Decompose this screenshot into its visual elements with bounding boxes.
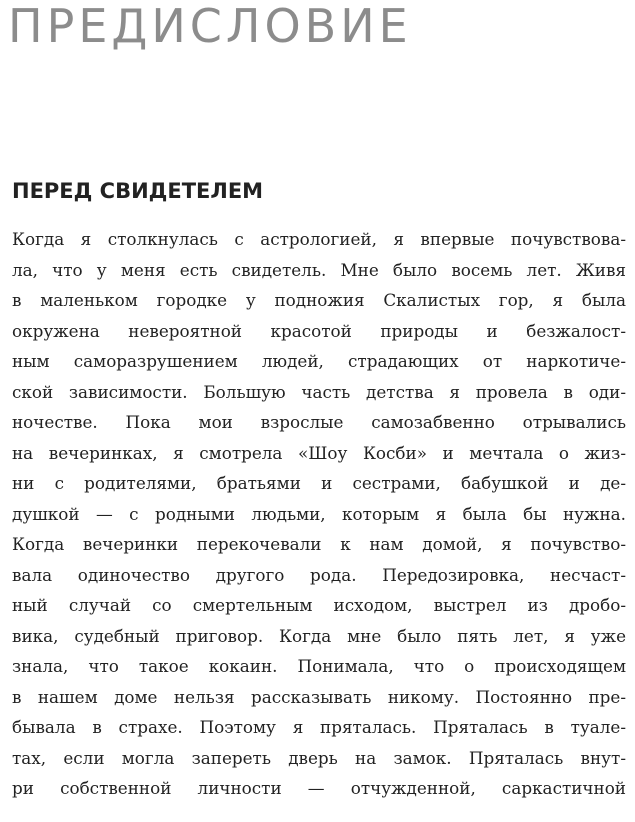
body-line: тах, если могла запереть дверь на замок. Пряталась внут- (12, 747, 626, 768)
body-line: на вечеринках, я смотрела «Шоу Косби» и мечтала о жиз- (12, 442, 626, 463)
body-line: вала одиночество другого рода. Передозировка, несчаст- (12, 564, 626, 585)
body-line: Когда я столкнулась с астрологией, я впервые почувствова- (12, 229, 626, 249)
body-line: ный случай со смертельным исходом, выстрел из дробо- (12, 595, 626, 615)
body-line: в маленьком городке у подножия Скалистых гор, я была (12, 290, 626, 310)
body-line: в нашем доме нельзя рассказывать никому. Постоянно пре- (12, 686, 626, 707)
body-line: ла, что у меня есть свидетель. Мне было восемь лет. Живя (12, 259, 626, 280)
body-text (12, 224, 626, 804)
chapter-title: ПРЕДИСЛОВИЕ (8, 0, 412, 53)
body-line: Когда вечеринки перекочевали к нам домой, я почувство- (12, 534, 626, 554)
body-line: знала, что такое кокаин. Понимала, что о происходящем (12, 656, 626, 676)
body-line: ночестве. Пока мои взрослые самозабвенно отрывались (12, 412, 626, 432)
body-line: ской зависимости. Большую часть детства я провела в оди- (12, 381, 626, 402)
section-heading: ПЕРЕД СВИДЕТЕЛЕМ (12, 179, 264, 203)
body-line: окружена невероятной красотой природы и безжалост- (12, 320, 626, 341)
body-line: ни с родителями, братьями и сестрами, бабушкой и де- (12, 473, 626, 493)
body-line: вика, судебный приговор. Когда мне было пять лет, я уже (12, 625, 626, 646)
body-line: ным саморазрушением людей, страдающих от наркотиче- (12, 351, 626, 371)
body-line: ри собственной личности — отчужденной, саркастичной (12, 778, 626, 798)
body-line: душкой — с родными людьми, которым я была бы нужна. (12, 503, 626, 524)
body-line: бывала в страхе. Поэтому я пряталась. Пряталась в туале- (12, 717, 626, 737)
